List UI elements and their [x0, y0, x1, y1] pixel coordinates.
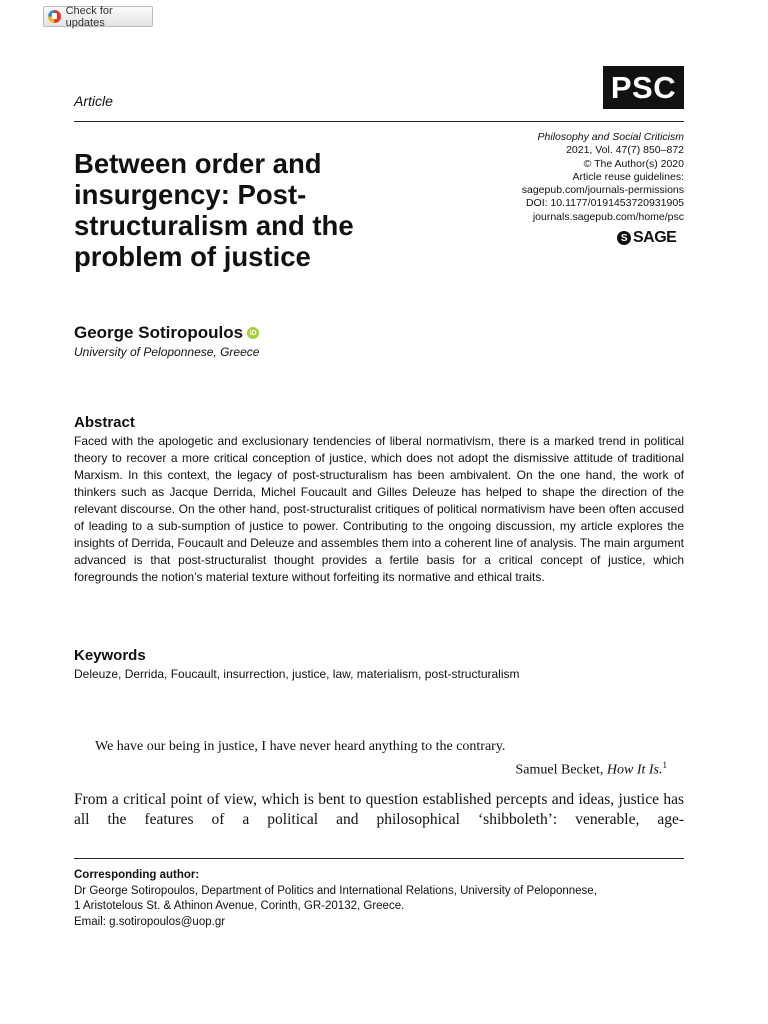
article-title: Between order and insurgency: Post-structuralism and the problem of justice [74, 148, 354, 272]
corresponding-author [74, 868, 689, 930]
check-for-updates-label: Check for updates [65, 4, 113, 29]
doi[interactable]: DOI: 10.1177/0191453720931905 [525, 197, 684, 210]
volume-pages: 2021, Vol. 47(7) 850–872 [566, 144, 684, 157]
corresponding-address-line-1: Dr George Sotiropoulos, Department of Politics and International Relations, University of Peloponnese, [74, 884, 597, 897]
epigraph-quote: We have our being in justice, I have never heard anything to the contrary. [95, 739, 506, 754]
abstract-text: Faced with the apologetic and exclusionary tendencies of liberal normativism, there is a marked trend in political theory to recover a more critical conception of justice, which does not adopt the dismissive attitude of traditional Marxism. In this context, the legacy of post-structuralism has been ambivalent. On the one hand, the work of thinkers such as Jacque Derrida, Michel Foucault and Gilles Deleuze has helped to shape the direction of the relevant discourse. On the other hand, post-structuralist critiques of political normativism have been often accused of leading to a sub-sumption of justice to power. Contributing to the ongoing discussion, my article explores the insights of Derrida, Foucault and Deleuze and assembles them into a coherent line of analysis. The main argument advanced is that post-structuralist thought provides a fertile basis for a critical concept of justice, which foregrounds the notion’s material texture without forfeiting its normative and ethical traits. [74, 434, 684, 584]
abstract-heading: Abstract [74, 414, 135, 431]
copyright: © The Author(s) 2020 [583, 157, 684, 170]
footer-divider [74, 858, 684, 859]
check-for-updates-button[interactable] [43, 6, 153, 27]
permissions-link[interactable]: sagepub.com/journals-permissions [521, 184, 684, 197]
article-type-label: Article [74, 93, 113, 109]
corresponding-email-row [74, 915, 689, 931]
epigraph-attribution [95, 756, 667, 780]
sage-logo [617, 229, 676, 247]
epigraph-work: How It Is. [606, 762, 663, 778]
header-divider [74, 121, 684, 122]
footnote-marker[interactable]: 1 [662, 760, 667, 770]
sage-logo-text: SAGE [633, 229, 677, 246]
epigraph-author: Samuel Becket, [515, 762, 607, 778]
author-name-row [74, 323, 259, 343]
sage-mark-icon: S [617, 231, 631, 245]
keywords-text: Deleuze, Derrida, Foucault, insurrection, justice, law, materialism, post-structuralism [74, 667, 520, 681]
corresponding-address-line-2: 1 Aristotelous St. & Athinon Avenue, Corinth, GR-20132, Greece. [74, 900, 405, 913]
author-name: George Sotiropoulos [74, 323, 244, 342]
orcid-icon[interactable]: iD [247, 327, 259, 339]
journal-homepage-link[interactable]: journals.sagepub.com/home/psc [532, 210, 684, 223]
epigraph [95, 737, 667, 780]
corresponding-heading: Corresponding author: [74, 869, 200, 881]
author-affiliation: University of Peloponnese, Greece [74, 345, 260, 359]
reuse-guidelines: Article reuse guidelines: [572, 170, 684, 183]
journal-logo: PSC [603, 66, 684, 109]
email-link[interactable]: g.sotiropoulos@uop.gr [109, 915, 226, 928]
keywords-heading: Keywords [74, 647, 146, 664]
body-paragraph: From a critical point of view, which is bent to question established percepts and ideas, justice has all the features of a political and philosophical ‘shibboleth’: venerable, age- [74, 791, 684, 828]
journal-name: Philosophy and Social Criticism [537, 131, 684, 143]
journal-info [424, 131, 684, 224]
crossmark-icon [48, 10, 61, 23]
email-label: Email: [74, 915, 110, 928]
